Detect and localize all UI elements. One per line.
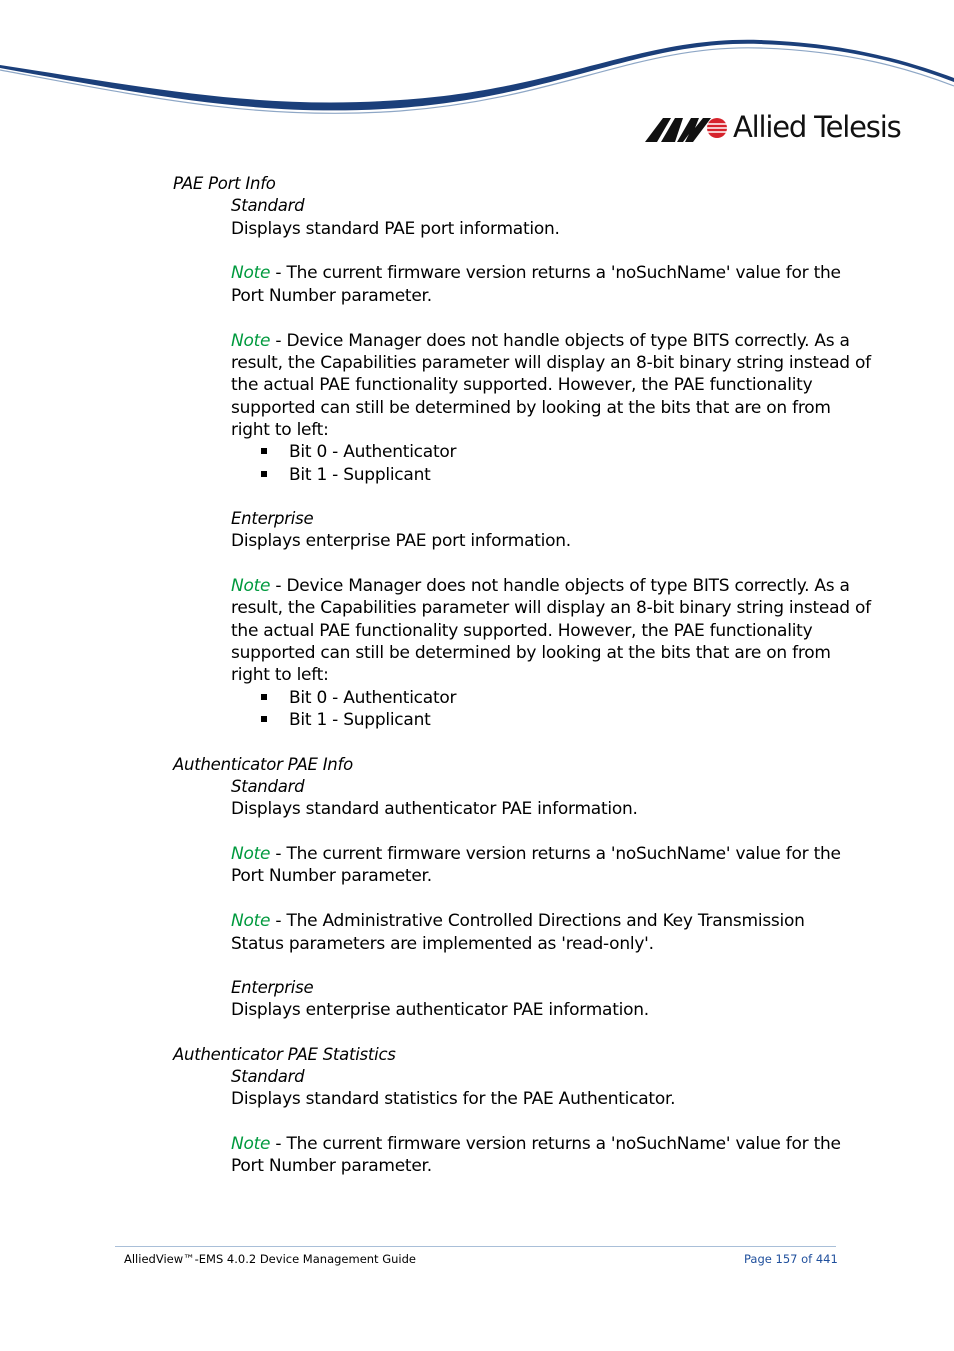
note-label: Note (231, 263, 271, 283)
note-paragraph: Note - The Administrative Controlled Directions and Key Transmission (231, 911, 805, 931)
note-paragraph: Note - Device Manager does not handle objects of type BITS correctly. As a (231, 331, 850, 351)
note-text-line: result, the Capabilities parameter will display an 8-bit binary string instead of (231, 598, 871, 618)
bullet-icon (261, 694, 267, 700)
note-text-line: Port Number parameter. (231, 286, 432, 306)
allied-telesis-logo (645, 108, 905, 148)
note-label: Note (231, 331, 271, 351)
logo-text: Allied Telesis (733, 110, 901, 144)
list-item: Bit 0 - Authenticator (289, 688, 457, 708)
bullet-icon (261, 471, 267, 477)
footer-divider (115, 1246, 836, 1247)
note-text-line: the actual PAE functionality supported. However, the PAE functionality (231, 621, 813, 641)
footer-page-number: Page 157 of 441 (744, 1252, 838, 1266)
description: Displays enterprise PAE port information. (231, 531, 571, 551)
note-paragraph: Note - The current firmware version returns a 'noSuchName' value for the (231, 844, 841, 864)
note-text-line: supported can still be determined by looking at the bits that are on from (231, 398, 831, 418)
note-text-line: right to left: (231, 420, 329, 440)
note-label: Note (231, 844, 271, 864)
note-text-line: Port Number parameter. (231, 1156, 432, 1176)
bullet-icon (261, 716, 267, 722)
bullet-icon (261, 448, 267, 454)
list-item: Bit 0 - Authenticator (289, 442, 457, 462)
allied-telesis-logo-mark-icon (645, 114, 730, 142)
note-text-line: Port Number parameter. (231, 866, 432, 886)
description: Displays standard authenticator PAE information. (231, 799, 638, 819)
note-paragraph: Note - The current firmware version returns a 'noSuchName' value for the (231, 1134, 841, 1154)
note-text-line: Status parameters are implemented as 'read-only'. (231, 934, 654, 954)
subsection-enterprise: Enterprise (231, 978, 314, 997)
note-text-line: result, the Capabilities parameter will display an 8-bit binary string instead of (231, 353, 871, 373)
description: Displays standard PAE port information. (231, 219, 560, 239)
subsection-standard: Standard (231, 1067, 305, 1086)
section-title-pae-port-info: PAE Port Info (173, 174, 276, 193)
note-label: Note (231, 911, 271, 931)
note-text-line: supported can still be determined by looking at the bits that are on from (231, 643, 831, 663)
footer-document-title: AlliedView™-EMS 4.0.2 Device Management Guide (124, 1252, 416, 1266)
description: Displays standard statistics for the PAE Authenticator. (231, 1089, 676, 1109)
note-text-line: right to left: (231, 665, 329, 685)
subsection-standard: Standard (231, 196, 305, 215)
subsection-standard: Standard (231, 777, 305, 796)
note-label: Note (231, 576, 271, 596)
note-paragraph: Note - Device Manager does not handle objects of type BITS correctly. As a (231, 576, 850, 596)
note-label: Note (231, 1134, 271, 1154)
subsection-enterprise: Enterprise (231, 509, 314, 528)
section-title-authenticator-pae-statistics: Authenticator PAE Statistics (173, 1045, 396, 1064)
section-title-authenticator-pae-info: Authenticator PAE Info (173, 755, 353, 774)
list-item: Bit 1 - Supplicant (289, 465, 431, 485)
note-paragraph: Note - The current firmware version returns a 'noSuchName' value for the (231, 263, 841, 283)
list-item: Bit 1 - Supplicant (289, 710, 431, 730)
note-text-line: the actual PAE functionality supported. However, the PAE functionality (231, 375, 813, 395)
description: Displays enterprise authenticator PAE information. (231, 1000, 649, 1020)
